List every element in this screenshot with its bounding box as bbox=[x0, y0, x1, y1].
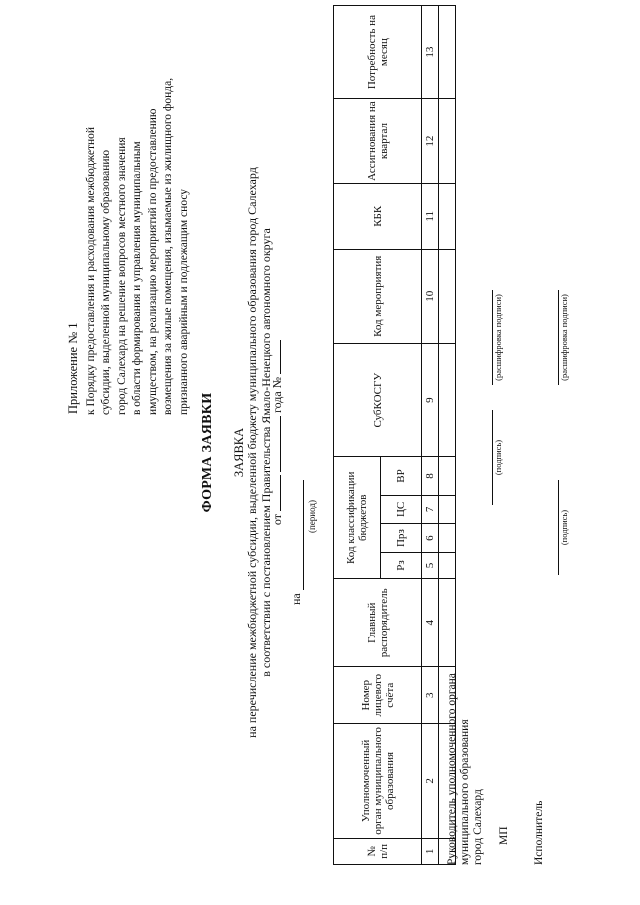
header-num: № п/п bbox=[334, 838, 422, 864]
table-cell[interactable] bbox=[439, 495, 456, 524]
table-cell[interactable] bbox=[439, 249, 456, 343]
subheader-rz: Рз bbox=[381, 552, 422, 578]
header-budget-code: Код классификации бюджетов bbox=[334, 457, 381, 579]
transcript-caption: (расшифровка подписи) bbox=[493, 294, 503, 381]
transcript-underline bbox=[546, 290, 559, 385]
table-cell[interactable] bbox=[439, 6, 456, 99]
header-allocations: Ассигнования на квартал bbox=[334, 99, 422, 184]
col-number: 1 bbox=[422, 838, 439, 864]
table-cell[interactable] bbox=[439, 579, 456, 667]
subheader-cs: ЦС bbox=[381, 495, 422, 524]
executor-signature-field[interactable] bbox=[546, 480, 569, 575]
col-number: 10 bbox=[422, 249, 439, 343]
header-manager: Главный распорядитель bbox=[334, 579, 422, 667]
date-from-label: от bbox=[270, 514, 284, 526]
transcript-caption: (расшифровка подписи) bbox=[559, 294, 569, 381]
col-number: 4 bbox=[422, 579, 439, 667]
appendix-line: имуществом, на реализацию мероприятий по предоставлению bbox=[146, 108, 159, 415]
appendix-block bbox=[66, 5, 192, 415]
executor-transcript-field[interactable] bbox=[546, 290, 569, 385]
period-blank[interactable] bbox=[303, 480, 304, 590]
header-account: Номер лицевого счёта bbox=[334, 667, 422, 724]
signature-caption: (подпись) bbox=[559, 509, 569, 546]
request-description-line1: на перечисление межбюджетной субсидии, выделенной бюджету муниципального образования город Салехард bbox=[245, 167, 259, 738]
table-cell[interactable] bbox=[439, 552, 456, 578]
stamp-place: МП bbox=[498, 826, 510, 845]
subheader-prz: Прз bbox=[381, 524, 422, 553]
date-day-blank[interactable] bbox=[280, 475, 281, 511]
col-number: 2 bbox=[422, 724, 439, 839]
head-line: город Салехард bbox=[472, 789, 484, 865]
appendix-line: в области формирования и управления муниципальным bbox=[131, 141, 143, 415]
col-number: 5 bbox=[422, 552, 439, 578]
table-cell[interactable] bbox=[439, 183, 456, 249]
table-cell[interactable] bbox=[439, 343, 456, 456]
column-number-row bbox=[422, 6, 439, 865]
appendix-heading: Приложение № 1 bbox=[66, 322, 80, 414]
signature-underline bbox=[480, 410, 493, 505]
head-signature-field[interactable] bbox=[480, 410, 503, 505]
col-number: 13 bbox=[422, 6, 439, 99]
header-event-code: Код мероприятия bbox=[334, 249, 422, 343]
head-signature-block bbox=[446, 673, 485, 865]
date-line bbox=[270, 0, 285, 905]
table-cell[interactable] bbox=[439, 524, 456, 553]
date-month-blank[interactable] bbox=[280, 416, 281, 472]
request-description bbox=[246, 0, 273, 905]
request-title: ЗАЯВКА bbox=[232, 427, 246, 478]
table-cell[interactable] bbox=[439, 457, 456, 495]
appendix-line: город Салехард на решение вопросов местного значения bbox=[115, 137, 128, 415]
header-authority: Уполномоченный орган муниципального образования bbox=[334, 724, 422, 839]
col-number: 3 bbox=[422, 667, 439, 724]
col-number: 9 bbox=[422, 343, 439, 456]
head-line: Руководитель уполномоченного органа bbox=[446, 673, 458, 865]
header-subkosgu: СубКОСГУ bbox=[334, 343, 422, 456]
header-kbk: КБК bbox=[334, 183, 422, 249]
head-transcript-field[interactable] bbox=[480, 290, 503, 385]
form-title: ФОРМА ЗАЯВКИ bbox=[200, 392, 215, 513]
date-year-label: года № bbox=[270, 376, 284, 414]
period-line bbox=[289, 480, 304, 605]
appendix-line: признанного аварийным и подлежащим сносу bbox=[177, 188, 190, 415]
col-number: 6 bbox=[422, 524, 439, 553]
subheader-vr: ВР bbox=[381, 457, 422, 495]
col-number: 12 bbox=[422, 99, 439, 184]
period-caption: (период) bbox=[307, 500, 317, 533]
request-description-line2: в соответствии с постановлением Правительства Ямало-Ненецкого автономного округа bbox=[258, 228, 273, 677]
appendix-line: субсидии, выделенной муниципальному образованию bbox=[100, 149, 112, 415]
col-number: 11 bbox=[422, 183, 439, 249]
transcript-underline bbox=[480, 290, 493, 385]
col-number: 7 bbox=[422, 495, 439, 524]
signature-caption: (подпись) bbox=[493, 439, 503, 476]
executor-label: Исполнитель bbox=[533, 800, 545, 865]
signature-underline bbox=[546, 480, 559, 575]
table-cell[interactable] bbox=[439, 99, 456, 184]
header-need: Потребность на месяц bbox=[334, 6, 422, 99]
period-label: на bbox=[289, 593, 303, 605]
appendix-line: возмещения за жилые помещения, изымаемые из жилищного фонда, bbox=[162, 77, 174, 415]
number-blank[interactable] bbox=[280, 340, 281, 374]
head-line: муниципального образования bbox=[459, 719, 471, 865]
appendix-line: к Порядку предоставления и расходования межбюджетной bbox=[84, 126, 97, 415]
col-number: 8 bbox=[422, 457, 439, 495]
request-table bbox=[333, 5, 456, 865]
header-row bbox=[334, 6, 381, 865]
